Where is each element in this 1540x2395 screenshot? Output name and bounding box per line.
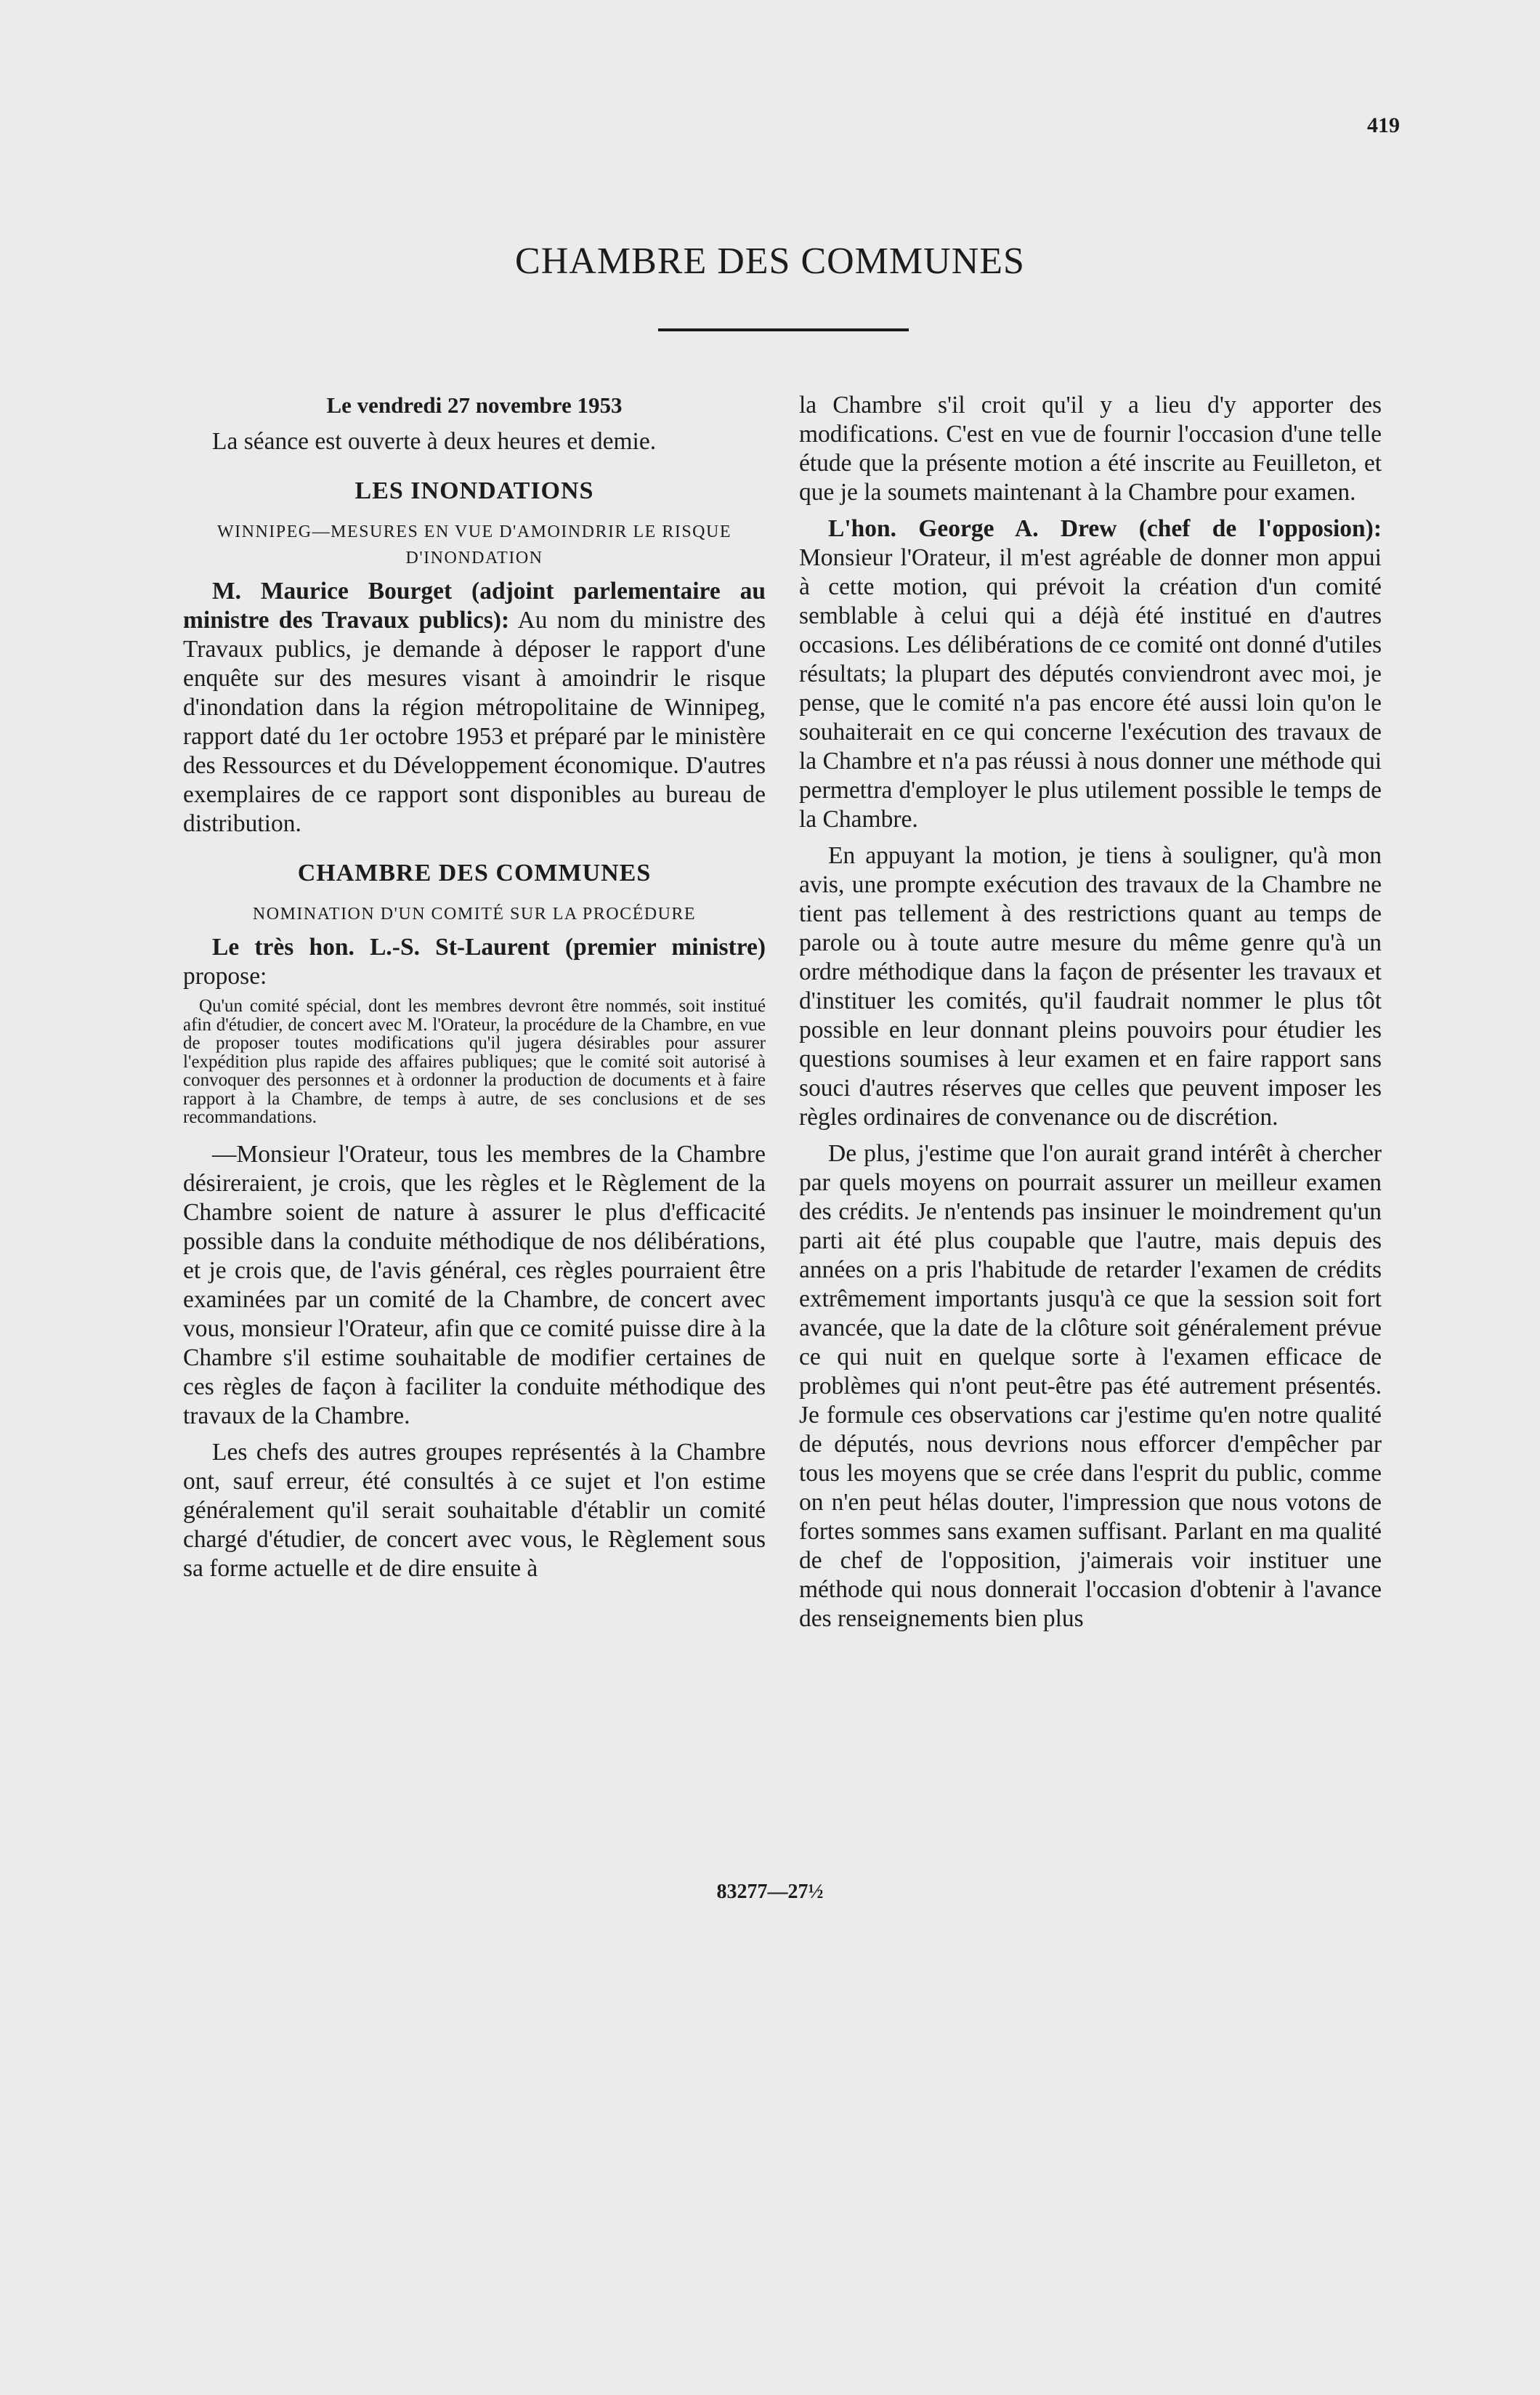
drew-text: Monsieur l'Orateur, il m'est agréable de donner mon appui à cette motion, qui prévoit la création d'un comité semblable à celui qui a déjà été institué en d'autres occasions. Les délibérations de ce comité ont donné d'utiles résultats; la plupart des députés conviendront avec moi, je pense, que le comité n'a pas encore été aussi loin qu'on le souhaiterait en ce qui concerne l'exécution des travaux de la Chambre et n'a pas réussi à nous donner une méthode qui permettra d'employer le plus utilement possible le temps de la Chambre. (799, 544, 1382, 833)
subheading-winnipeg: WINNIPEG—MESURES EN VUE D'AMOINDRIR LE RISQUE D'INONDATION (216, 522, 732, 568)
motion-text: Qu'un comité spécial, dont les membres devront être nommés, soit institué afin d'étudier, de concert avec M. l'Orateur, la procédure de la Chambre, en vue de proposer toutes modifications qu'il jugera désirables pour assurer l'expédition plus rapide des affaires publiques; que le comité soit autorisé à convoquer des personnes et à ordonner la production de documents et à faire rapport à la Chambre, de temps à autre, de ses conclusions et de ses recommandations. (183, 996, 766, 1127)
footer-signature: 83277—27½ (716, 1881, 824, 1903)
opening-paragraph: La séance est ouverte à deux heures et demie. (212, 428, 657, 455)
drew-paragraph-3: De plus, j'estime que l'on aurait grand intérêt à chercher par quels moyens on pourrait assurer un meilleur examen des crédits. Je n'entends pas insinuer le moindrement qu'un parti ait été plus coupable que l'autre, mais depuis des années on a pris l'habitude de retarder l'examen de crédits extrêmement importants jusqu'à ce que la session soit fort avancée, que la date de la clôture soit généralement prévue ce qui nuit en quelque sorte à l'examen efficace de problèmes qui n'ont peut-être pas été autrement présentés. Je formule ces observations car j'estime qu'en notre qualité de députés, nous devrions nous efforcer d'empêcher par tous les moyens que se crée dans l'esprit du public, comme on n'en peut hélas douter, l'impression que nous votons de fortes sommes sans examen suffisant. Parlant en ma qualité de chef de l'opposition, j'aimerais voir instituer une méthode qui nous donnerait l'occasion d'obtenir à l'avance des renseignements bien plus (799, 1140, 1382, 1632)
st-laurent-text: propose: (183, 963, 267, 990)
speaker-drew: L'hon. George A. Drew (chef de l'opposion): (828, 515, 1382, 542)
section-heading-chambre: CHAMBRE DES COMMUNES (297, 860, 652, 886)
st-laurent-paragraph (183, 933, 766, 991)
right-column (799, 391, 1382, 1633)
title-rule (658, 328, 909, 331)
drew-paragraph-2: En appuyant la motion, je tiens à souligner, qu'à mon avis, une prompte exécution des travaux de la Chambre ne tient pas tellement à des restrictions quant au temps de parole ou à toute autre mesure du même genre qu'à un ordre méthodique dans la façon de présenter les travaux et d'instituer les comités, qu'il faudrait nommer le plus tôt possible en leur donnant pleins pouvoirs pour étudier les questions soumises à leur examen et en faire rapport sans souci d'autres réserves que celles que peuvent imposer les règles ordinaires de convenance ou de discrétion. (799, 842, 1382, 1131)
subheading-nomination: NOMINATION D'UN COMITÉ SUR LA PROCÉDURE (252, 905, 697, 924)
section-heading-inondations: LES INONDATIONS (354, 477, 594, 504)
bourget-paragraph (183, 577, 766, 839)
page-number: 419 (1367, 113, 1400, 137)
page-title: CHAMBRE DES COMMUNES (515, 241, 1025, 282)
bourget-text: Au nom du ministre des Travaux publics, je demande à déposer le rapport d'une enquête sur des mesures visant à amoindrir le risque d'inondation dans la région métropolitaine de Winnipeg, rapport daté du 1er octobre 1953 et préparé par le ministère des Ressources et du Développement économique. D'autres exemplaires de ce rapport sont disponibles au bureau de distribution. (183, 607, 766, 837)
speaker-st-laurent: Le très hon. L.-S. St-Laurent (premier ministre) (212, 934, 766, 961)
sitting-date: Le vendredi 27 novembre 1953 (326, 392, 623, 418)
speaker-bourget: M. Maurice Bourget (adjoint parlementaire au ministre des Travaux publics): (183, 578, 766, 634)
left-column (183, 391, 766, 1583)
st-laurent-paragraph-2: Les chefs des autres groupes représentés à la Chambre ont, sauf erreur, été consultés à ce sujet et l'on estime généralement qu'il serait souhaitable d'établir un comité chargé d'étudier, de concert avec vous, le Règlement sous sa forme actuelle et de dire ensuite à (183, 1438, 766, 1582)
st-laurent-paragraph-1: —Monsieur l'Orateur, tous les membres de la Chambre désireraient, je crois, que les règles et le Règlement de la Chambre soient de nature à assurer le plus d'efficacité possible dans la conduite méthodique de nos délibérations, et je crois que, de l'avis général, ces règles pourraient être examinées par un comité de la Chambre, de concert avec vous, monsieur l'Orateur, afin que ce comité puisse dire à la Chambre s'il estime souhaitable de modifier certaines de ces règles de façon à faciliter la conduite méthodique des travaux de la Chambre. (183, 1140, 766, 1429)
drew-paragraph (799, 514, 1382, 834)
continuation-paragraph: la Chambre s'il croit qu'il y a lieu d'y apporter des modifications. C'est en vue de fournir l'occasion d'une telle étude que la présente motion a été inscrite au Feuilleton, et que je la soumets maintenant à la Chambre pour examen. (799, 392, 1382, 506)
